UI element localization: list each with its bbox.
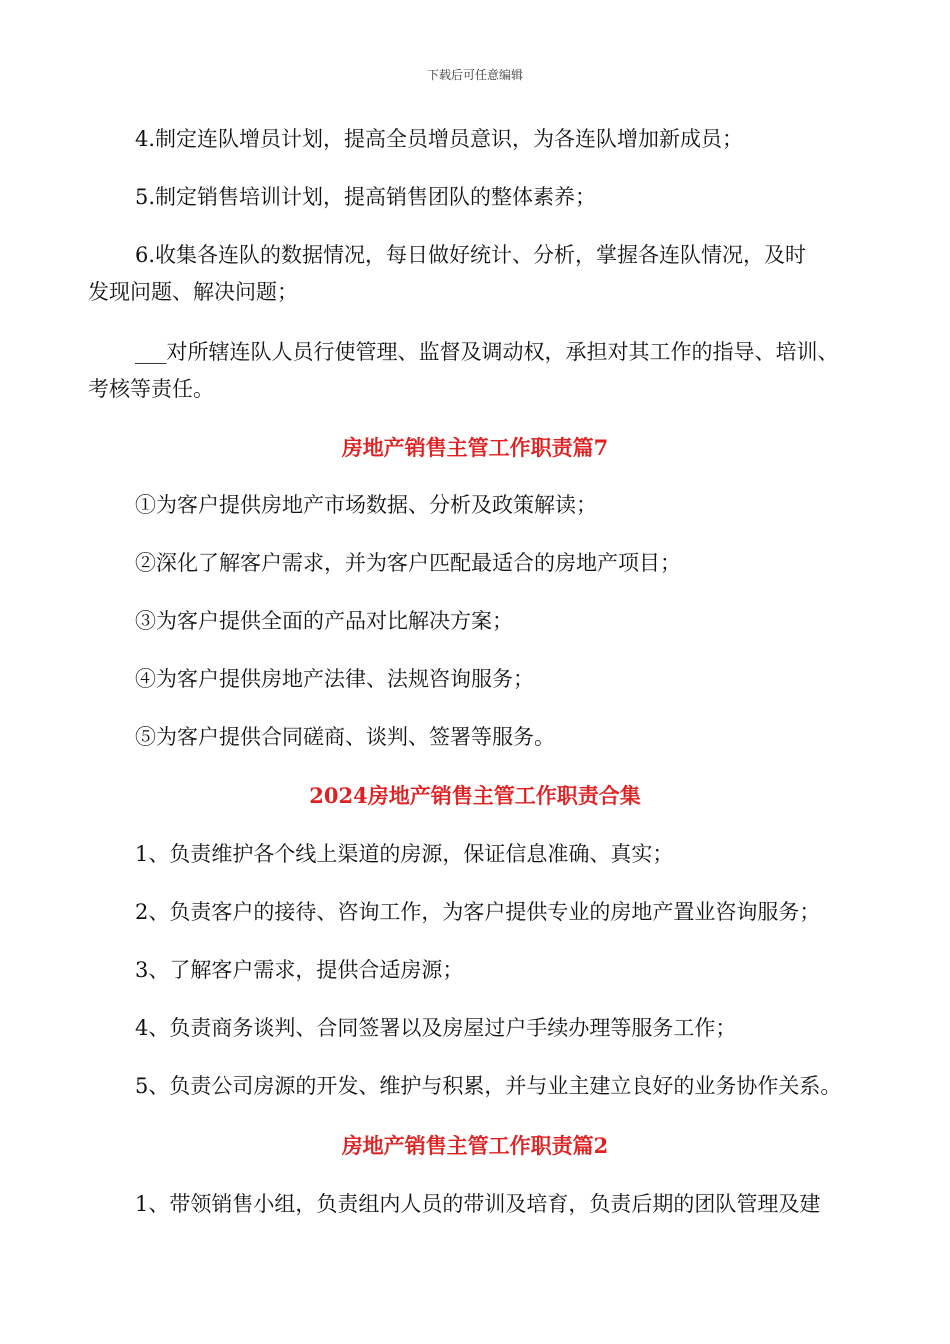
list-item: 1、负责维护各个线上渠道的房源，保证信息准确、真实； [135, 842, 674, 866]
list-item-continuation: 发现问题、解决问题； [88, 280, 298, 304]
list-item: ②深化了解客户需求，并为客户匹配最适合的房地产项目； [135, 551, 681, 575]
list-item: 6.收集各连队的数据情况，每日做好统计、分析，掌握各连队情况，及时 [135, 243, 807, 267]
list-item: 2、负责客户的接待、咨询工作，为客户提供专业的房地产置业咨询服务； [135, 900, 821, 924]
list-item: 5、负责公司房源的开发、维护与积累，并与业主建立良好的业务协作关系。 [135, 1074, 842, 1098]
list-item: ③为客户提供全面的产品对比解决方案； [135, 609, 513, 633]
list-item: 3、了解客户需求，提供合适房源； [135, 958, 464, 982]
list-item: ④为客户提供房地产法律、法规咨询服务； [135, 667, 534, 691]
list-item-continuation: 考核等责任。 [88, 377, 214, 401]
list-item: ⑤为客户提供合同磋商、谈判、签署等服务。 [135, 725, 555, 749]
list-item: 4、负责商务谈判、合同签署以及房屋过户手续办理等服务工作； [135, 1016, 737, 1040]
section-heading: 房地产销售主管工作职责篇2 [341, 1133, 609, 1158]
list-item: 1、带领销售小组，负责组内人员的带训及培育，负责后期的团队管理及建 [135, 1192, 821, 1216]
section-heading: 2024房地产销售主管工作职责合集 [309, 783, 641, 808]
list-item: 4.制定连队增员计划，提高全员增员意识，为各连队增加新成员； [135, 127, 744, 151]
list-item: 5.制定销售培训计划，提高销售团队的整体素养； [135, 185, 597, 209]
page-header: 下载后可任意编辑 [426, 68, 523, 82]
list-item: ①为客户提供房地产市场数据、分析及政策解读； [135, 493, 597, 517]
section-heading: 房地产销售主管工作职责篇7 [341, 435, 609, 460]
list-item: ___对所辖连队人员行使管理、监督及调动权，承担对其工作的指导、培训、 [135, 340, 839, 364]
